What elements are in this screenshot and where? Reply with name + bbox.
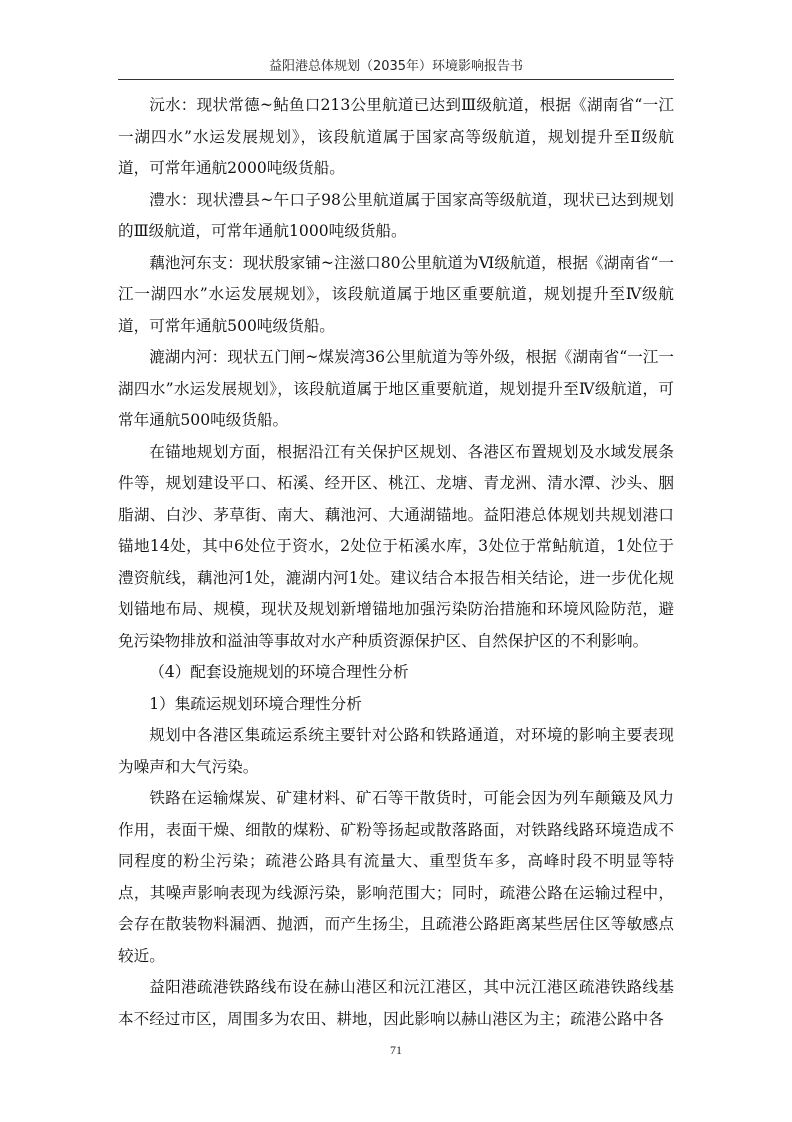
subsection-heading-collection-transport: 1）集疏运规划环境合理性分析 bbox=[149, 694, 362, 713]
paragraph-collection-system: 规划中各港区集疏运系统主要针对公路和铁路通道，对环境的影响主要表现为噪声和大气污染。 bbox=[118, 726, 674, 776]
paragraph-yuanshui: 沅水：现状常德~鲇鱼口213公里航道已达到Ⅲ级航道，根据《湖南省“一江一湖四水”水运发展规划》，该段航道属于国家高等级航道，规划提升至Ⅱ级航道，可常年通航2000吨级货船。 bbox=[118, 96, 674, 177]
paragraph-railway-pollution: 铁路在运输煤炭、矿建材料、矿石等干散货时，可能会因为列车颠簸及风力作用，表面干燥、细散的煤粉、矿粉等扬起或散落路面，对铁路线路环境造成不同程度的粉尘污染；疏港公路具有流量大、重型货车多，高峰时段不明显等特点，其噪声影响表现为线源污染，影响范围大；同时，疏港公路在运输过程中，会存在散装物料漏洒、抛洒，而产生扬尘，且疏港公路距离某些居住区等敏感点较近。 bbox=[118, 789, 674, 965]
paragraph-luhu-inner-river: 漉湖内河：现状五门闸~煤炭湾36公里航道为等外级，根据《湖南省“一江一湖四水”水运发展规划》，该段航道属于地区重要航道，规划提升至Ⅳ级航道，可常年通航500吨级货船。 bbox=[118, 348, 674, 429]
section-heading-supporting-facilities: （4）配套设施规划的环境合理性分析 bbox=[149, 663, 409, 681]
page-number: 71 bbox=[390, 1043, 402, 1057]
paragraph-ouchi-river: 藕池河东支：现状殷家铺~注滋口80公里航道为Ⅵ级航道，根据《湖南省“一江一湖四水”水运发展规划》，该段航道属于地区重要航道，规划提升至Ⅳ级航道，可常年通航500吨级货船。 bbox=[118, 253, 674, 335]
paragraph-anchorage-planning: 在锚地规划方面，根据沿江有关保护区规划、各港区布置规划及水域发展条件等，规划建设平口、柘溪、经开区、桃江、龙塘、青龙洲、清水潭、沙头、胭脂湖、白沙、茅草街、南大、藕池河、大通湖锚地。益阳港总体规划共规划港口锚地14处，其中6处位于资水，2处位于柘溪水库，3处位于常鲇航道，1处位于澧资航线，藕池河1处，漉湖内河1处。建议结合本报告相关结论，进一步优化规划锚地布局、规模，现状及规划新增锚地加强污染防治措施和环境风险防范，避免污染物排放和溢油等事故对水产种质资源保护区、自然保护区的不利影响。 bbox=[118, 442, 674, 650]
body-text bbox=[118, 90, 674, 1035]
running-header: 益阳港总体规划（2035年）环境影响报告书 bbox=[268, 59, 524, 74]
paragraph-lishui: 澧水：现状澧县~午口子98公里航道属于国家高等级航道，现状已达到规划的Ⅲ级航道，可常年通航1000吨级货船。 bbox=[118, 190, 674, 240]
paragraph-railway-layout: 益阳港疏港铁路线布设在赫山港区和沅江港区，其中沅江港区疏港铁路线基本不经过市区，周围多为农田、耕地，因此影响以赫山港区为主；疏港公路中各 bbox=[118, 978, 674, 1028]
header-rule bbox=[118, 79, 674, 80]
